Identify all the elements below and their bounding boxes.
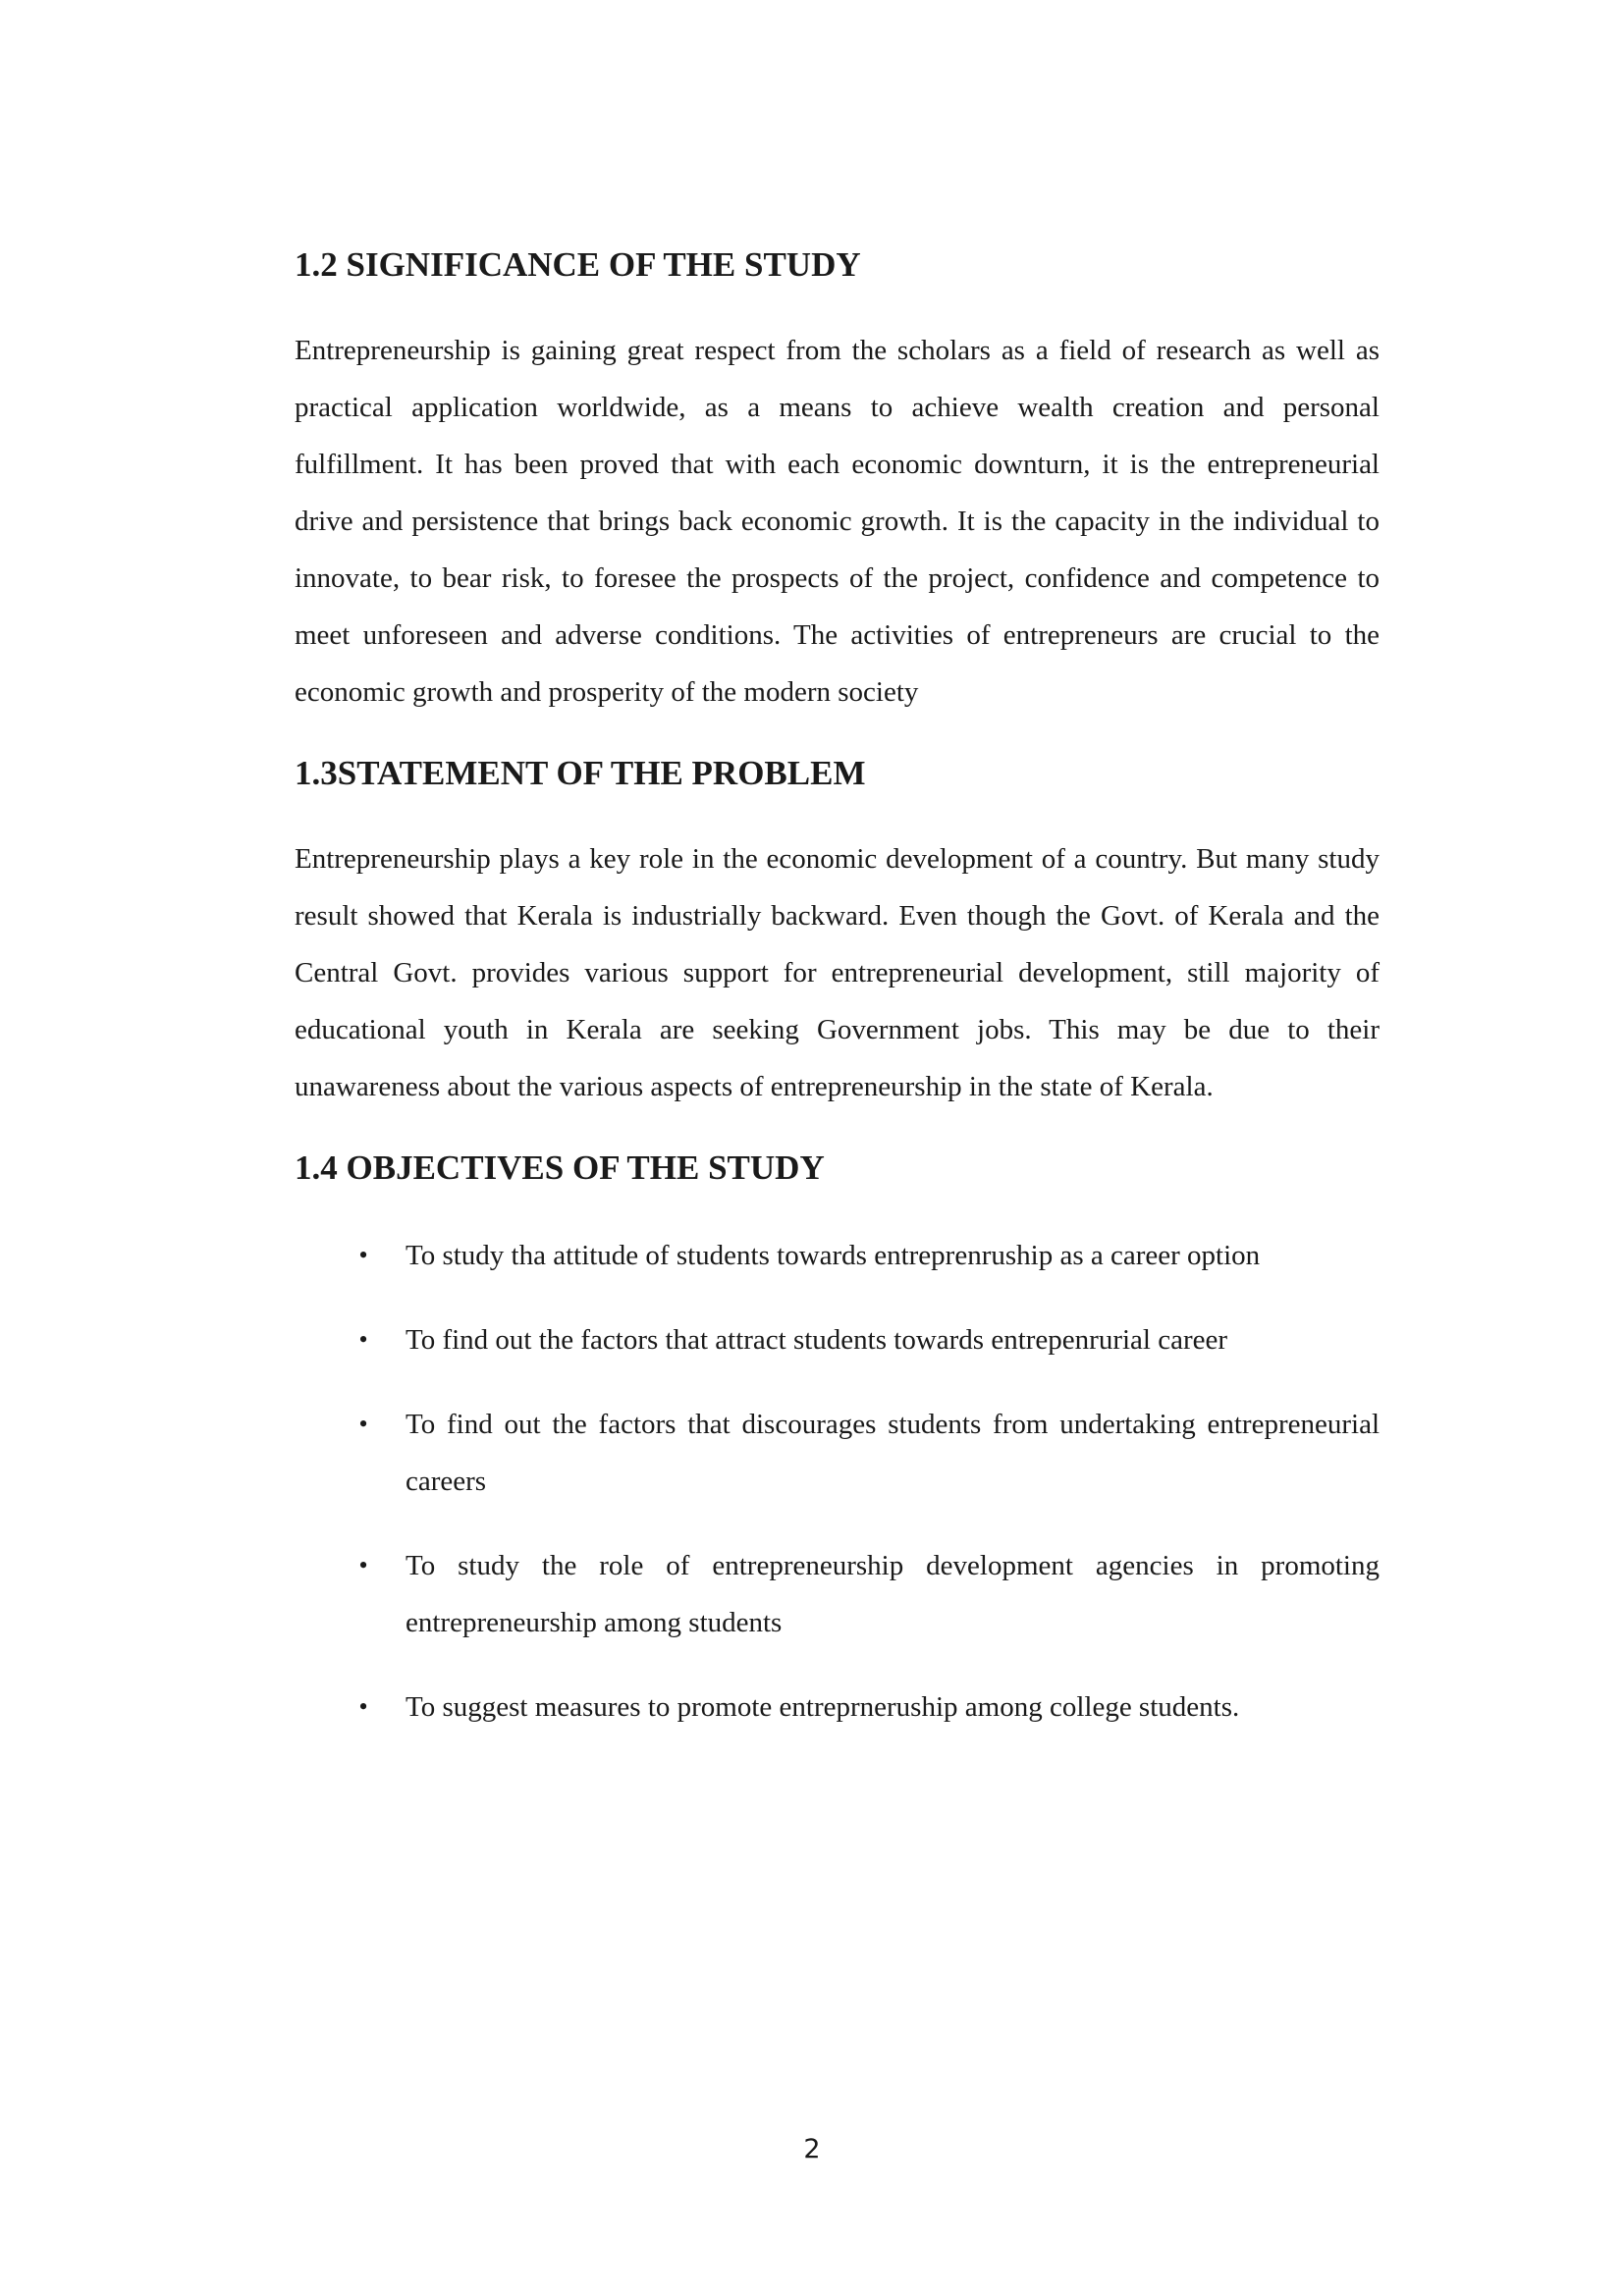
objective-item — [295, 1227, 1380, 1284]
objective-text: To find out the factors that discourages students from undertaking entrepreneurial careers — [406, 1409, 1380, 1497]
objective-text: To find out the factors that attract students towards entrepenrurial career — [406, 1324, 1228, 1356]
section-heading-significance: 1.2 SIGNIFICANCE OF THE STUDY — [295, 245, 861, 284]
page-number: 2 — [803, 2134, 821, 2164]
objective-item — [295, 1396, 1380, 1510]
objectives-list — [295, 1227, 1380, 1735]
bullet-icon: • — [358, 1551, 368, 1579]
section-heading-problem: 1.3STATEMENT OF THE PROBLEM — [295, 754, 866, 792]
bullet-icon: • — [358, 1241, 368, 1269]
bullet-icon: • — [358, 1692, 368, 1721]
objective-text: To study the role of entrepreneurship development agencies in promoting entrepreneurship among students — [406, 1550, 1380, 1638]
objective-item — [295, 1537, 1380, 1651]
objective-text: To suggest measures to promote entreprneruship among college students. — [406, 1691, 1240, 1723]
objective-item — [295, 1679, 1380, 1735]
objective-text: To study tha attitude of students towards entreprenruship as a career option — [406, 1240, 1261, 1271]
bullet-icon: • — [358, 1410, 368, 1438]
section-heading-objectives: 1.4 OBJECTIVES OF THE STUDY — [295, 1148, 825, 1187]
objective-item — [295, 1311, 1380, 1368]
problem-paragraph: Entrepreneurship plays a key role in the economic development of a country. But many study result showed that Kerala is industrially backward. Even though the Govt. of Kerala and the Central Govt. provides various support for entrepreneurial development, still majority of educational youth in Kerala are seeking Government jobs. This may be due to their unawareness about the various aspects of entrepreneurship in the state of Kerala. — [295, 843, 1380, 1102]
page-content — [295, 241, 1380, 1763]
significance-paragraph: Entrepreneurship is gaining great respect from the scholars as a field of research as well as practical application worldwide, as a means to achieve wealth creation and personal fulfillment. It has been proved that with each economic downturn, it is the entrepreneurial drive and persistence that brings back economic growth. It is the capacity in the individual to innovate, to bear risk, to foresee the prospects of the project, confidence and competence to meet unforeseen and adverse conditions. The activities of entrepreneurs are crucial to the economic growth and prosperity of the modern society — [295, 335, 1380, 708]
bullet-icon: • — [358, 1325, 368, 1354]
